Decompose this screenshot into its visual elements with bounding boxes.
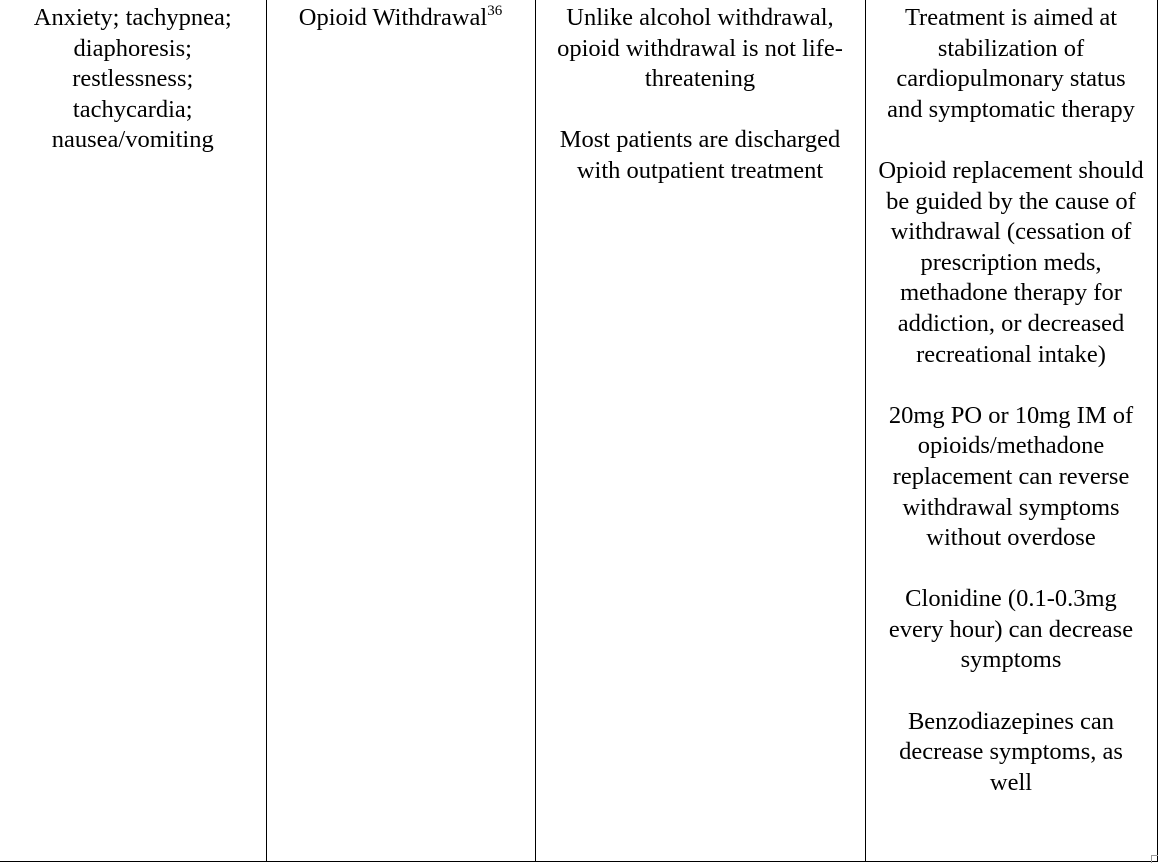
treatment-cell xyxy=(865,0,1157,862)
treatment-paragraph: Benzodiazepines can decrease symptoms, as well xyxy=(899,707,1123,796)
treatment-paragraph: Opioid replacement should be guided by the cause of withdrawal (cessation of prescription meds, methadone therapy for addiction, or decreased recreational intake) xyxy=(878,156,1144,368)
symptom-line: nausea/vomiting xyxy=(51,126,214,154)
description-paragraph: Unlike alcohol withdrawal, opioid withdrawal is not life-threatening xyxy=(557,4,843,93)
symptom-line: Anxiety; tachypnea; xyxy=(33,4,232,31)
symptom-line: tachycardia; xyxy=(72,95,193,123)
symptoms-cell xyxy=(0,0,266,862)
page-corner-mark xyxy=(1151,855,1158,863)
description-paragraph: Most patients are discharged with outpatient treatment xyxy=(559,126,841,184)
reference-superscript: 36 xyxy=(487,3,503,19)
symptom-line: diaphoresis; xyxy=(73,34,192,62)
treatment-paragraph: Clonidine (0.1-0.3mg every hour) can decrease symptoms xyxy=(888,585,1134,674)
treatment-paragraph: Treatment is aimed at stabilization of cardiopulmonary status and symptomatic therapy xyxy=(887,4,1135,123)
condition-name: Opioid Withdrawal xyxy=(298,4,488,31)
treatment-paragraph: 20mg PO or 10mg IM of opioids/methadone replacement can reverse withdrawal symptoms without overdose xyxy=(888,401,1134,552)
description-cell xyxy=(535,0,865,862)
symptom-line: restlessness; xyxy=(72,65,194,93)
condition-cell xyxy=(266,0,535,862)
